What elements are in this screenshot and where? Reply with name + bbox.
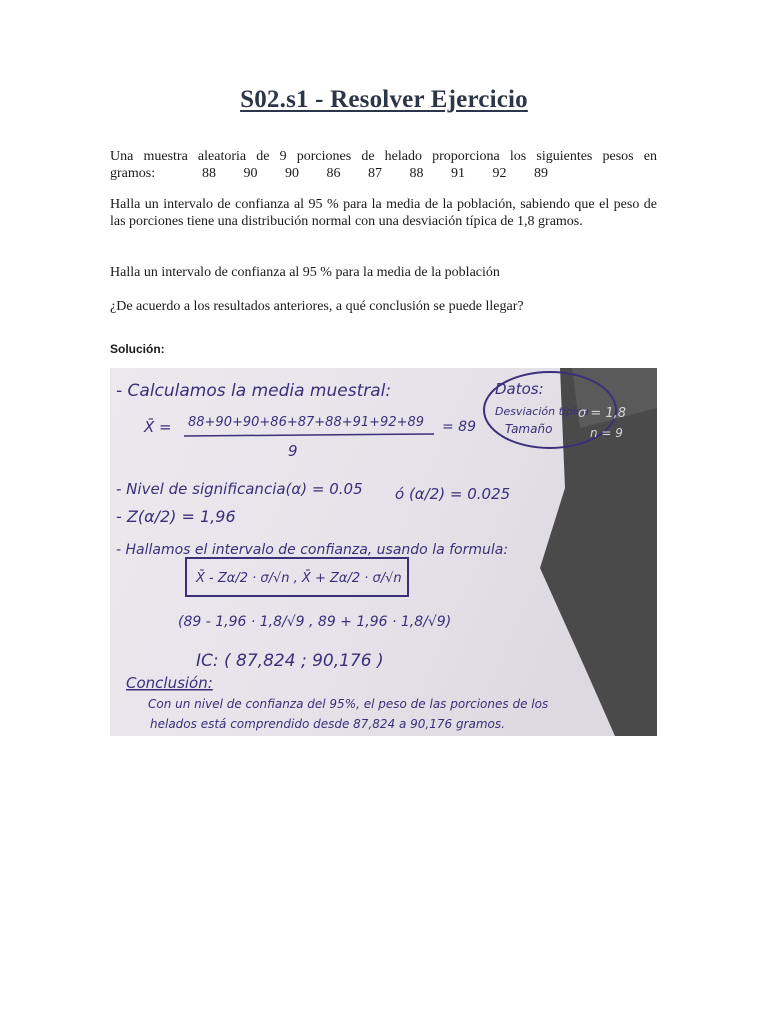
- hw-line-1: - Calculamos la media muestral:: [116, 381, 392, 401]
- problem-paragraph-1: [110, 148, 657, 182]
- weights-line: [110, 165, 657, 182]
- hw-substitution: (89 - 1,96 · 1,8/√9 , 89 + 1,96 · 1,8/√9): [178, 614, 452, 630]
- hw-datos: Datos:: [495, 380, 544, 398]
- hw-mean-numerator: 88+90+90+86+87+88+91+92+89: [188, 415, 425, 430]
- hw-n: n = 9: [590, 426, 623, 440]
- solution-label: Solución:: [110, 342, 165, 356]
- hw-conclusion-head: Conclusión:: [126, 674, 213, 692]
- weight-value: 90: [285, 166, 299, 181]
- hw-conclusion-1: Con un nivel de confianza del 95%, el peso de las porciones de los: [148, 697, 549, 711]
- hw-mean-lhs: X̄ =: [144, 418, 172, 436]
- weight-value: 89: [534, 166, 548, 181]
- weight-value: 88: [409, 166, 424, 181]
- hw-mean-denominator: 9: [288, 442, 298, 460]
- weight-value: 86: [326, 166, 341, 181]
- hw-desviacion: Desviación típica: [495, 405, 589, 418]
- hw-mean-result: = 89: [442, 419, 476, 435]
- weight-value: 92: [492, 166, 507, 181]
- weight-value: 90: [243, 166, 258, 181]
- weight-value: 88: [202, 166, 216, 181]
- problem-paragraph-4: ¿De acuerdo a los resultados anteriores, a qué conclusión se puede llegar?: [110, 299, 524, 314]
- document-title: S02.s1 - Resolver Ejercicio: [240, 86, 528, 113]
- hw-sigma: σ = 1,8: [578, 406, 627, 421]
- hw-hallamos: - Hallamos el intervalo de confianza, usando la formula:: [116, 542, 509, 558]
- handwritten-solution-photo: [110, 368, 657, 736]
- problem-line-1: Una muestra aleatoria de 9 porciones de helado proporciona los siguientes pesos en: [110, 149, 657, 164]
- hw-formula: X̄ - Zα/2 · σ/√n , X̄ + Zα/2 · σ/√n: [196, 571, 402, 586]
- hw-ic: IC: ( 87,824 ; 90,176 ): [196, 651, 384, 671]
- hw-z: - Z(α/2) = 1,96: [116, 507, 236, 526]
- problem-paragraph-3: Halla un intervalo de confianza al 95 % para la media de la población: [110, 265, 500, 280]
- problem-paragraph-2: Halla un intervalo de confianza al 95 % para la media de la población, sabiendo que el peso de las porciones tiene una distribución normal con una desviación típica de 1,8 gramos.: [110, 197, 657, 229]
- weight-value: 87: [368, 166, 382, 181]
- hw-nivel: - Nivel de significancia(α) = 0.05: [116, 480, 363, 498]
- weights-label: gramos:: [110, 166, 156, 181]
- weight-value: 91: [451, 166, 465, 181]
- hw-conclusion-2: helados está comprendido desde 87,824 a 90,176 gramos.: [150, 717, 505, 731]
- hw-alpha-half: ó (α/2) = 0.025: [395, 485, 511, 503]
- hw-tamano: Tamaño: [505, 422, 553, 436]
